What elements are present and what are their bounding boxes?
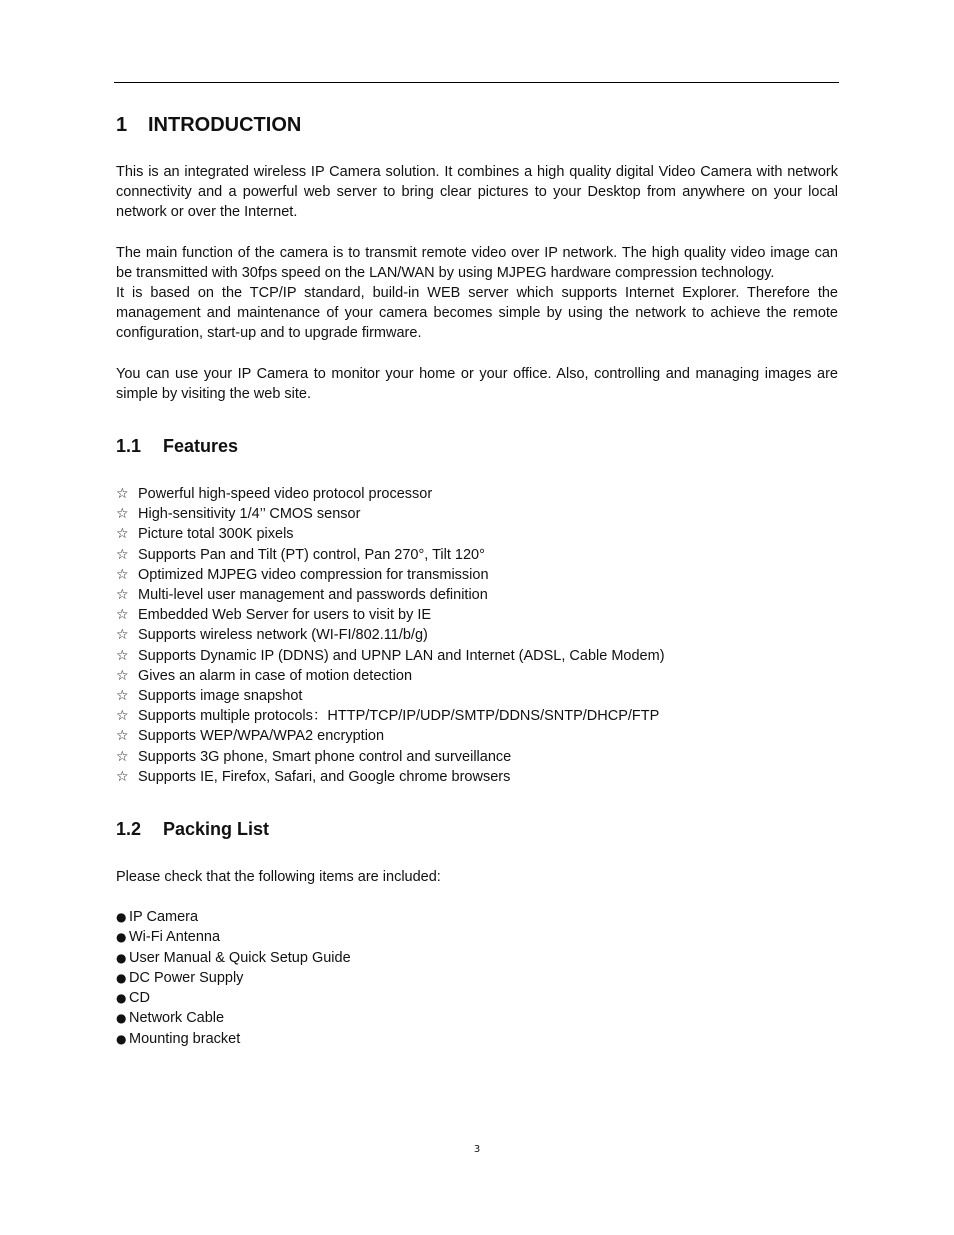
list-item: ● DC Power Supply bbox=[116, 968, 838, 988]
section-number: 1.1 bbox=[116, 436, 142, 457]
intro-paragraph-4: You can use your IP Camera to monitor your home or your office. Also, controlling and managing images are simple by visiting the web site. bbox=[116, 365, 838, 402]
star-bullet-icon: ☆ bbox=[116, 546, 129, 563]
star-bullet-icon: ☆ bbox=[116, 566, 129, 583]
dot-bullet-icon: ● bbox=[116, 910, 127, 925]
intro-paragraph-2: The main function of the camera is to transmit remote video over IP network. The high quality video image can be transmitted with 30fps speed on the LAN/WAN by using MJPEG hardware compression technology. bbox=[116, 244, 838, 281]
intro-paragraph-1: This is an integrated wireless IP Camera solution. It combines a high quality digital Video Camera with network connectivity and a powerful web server to bring clear pictures to your Desktop from anywhere on your local network or over the Internet. bbox=[116, 164, 838, 221]
star-bullet-icon: ☆ bbox=[116, 627, 129, 644]
dot-bullet-icon: ● bbox=[116, 1011, 127, 1026]
list-item: ☆ Multi-level user management and passwords definition bbox=[116, 585, 838, 605]
section-title: Packing List bbox=[163, 819, 270, 840]
star-bullet-icon: ☆ bbox=[116, 688, 129, 705]
list-item: ☆ Supports IE, Firefox, Safari, and Google chrome browsers bbox=[116, 767, 838, 787]
dot-bullet-icon: ● bbox=[116, 970, 127, 985]
star-bullet-icon: ☆ bbox=[116, 708, 129, 725]
star-bullet-icon: ☆ bbox=[116, 667, 129, 684]
list-item: ● CD bbox=[116, 988, 838, 1008]
packing-list bbox=[116, 907, 838, 1048]
star-bullet-icon: ☆ bbox=[116, 768, 129, 785]
intro-paragraph-3: It is based on the TCP/IP standard, build-in WEB server which supports Internet Explorer. Therefore the management and maintenance of your camera becomes simple by using the network to achieve the remote configuration, start-up and to upgrade firmware. bbox=[116, 285, 838, 342]
list-item: ● Mounting bracket bbox=[116, 1029, 838, 1049]
section-heading-introduction bbox=[116, 112, 838, 138]
list-item: ☆ Supports 3G phone, Smart phone control and surveillance bbox=[116, 747, 838, 767]
star-bullet-icon: ☆ bbox=[116, 607, 129, 624]
list-item: ☆ Supports WEP/WPA/WPA2 encryption bbox=[116, 726, 838, 746]
star-bullet-icon: ☆ bbox=[116, 526, 129, 543]
list-item: ● Wi-Fi Antenna bbox=[116, 927, 838, 947]
list-item: ☆ Powerful high-speed video protocol processor bbox=[116, 484, 838, 504]
section-title: INTRODUCTION bbox=[148, 114, 302, 136]
dot-bullet-icon: ● bbox=[116, 991, 127, 1006]
list-item: ☆ Supports Pan and Tilt (PT) control, Pan 270°, Tilt 120° bbox=[116, 545, 838, 565]
section-heading-features bbox=[116, 434, 838, 458]
section-number: 1.2 bbox=[116, 819, 142, 840]
star-bullet-icon: ☆ bbox=[116, 506, 129, 523]
star-bullet-icon: ☆ bbox=[116, 647, 129, 664]
star-bullet-icon: ☆ bbox=[116, 486, 129, 503]
list-item: ● IP Camera bbox=[116, 907, 838, 927]
list-item: ☆ Supports image snapshot bbox=[116, 686, 838, 706]
page-number: 3 bbox=[473, 1144, 481, 1155]
list-item: ☆ Gives an alarm in case of motion detection bbox=[116, 666, 838, 686]
features-list bbox=[116, 484, 838, 787]
list-item: ☆ High-sensitivity 1/4’’ CMOS sensor bbox=[116, 504, 838, 524]
list-item: ☆ Supports wireless network (WI-FI/802.11/b/g) bbox=[116, 625, 838, 645]
header-rule bbox=[114, 82, 839, 83]
section-number: 1 bbox=[116, 114, 128, 136]
star-bullet-icon: ☆ bbox=[116, 728, 129, 745]
star-bullet-icon: ☆ bbox=[116, 748, 129, 765]
section-title: Features bbox=[163, 436, 239, 457]
list-item: ☆ Picture total 300K pixels bbox=[116, 524, 838, 544]
list-item: ● User Manual & Quick Setup Guide bbox=[116, 948, 838, 968]
dot-bullet-icon: ● bbox=[116, 930, 127, 945]
list-item: ● Network Cable bbox=[116, 1008, 838, 1028]
list-item: ☆ Supports Dynamic IP (DDNS) and UPNP LAN and Internet (ADSL, Cable Modem) bbox=[116, 646, 838, 666]
dot-bullet-icon: ● bbox=[116, 950, 127, 965]
packing-intro: Please check that the following items are included: bbox=[116, 869, 441, 886]
dot-bullet-icon: ● bbox=[116, 1031, 127, 1046]
list-item: ☆ Embedded Web Server for users to visit by IE bbox=[116, 605, 838, 625]
section-heading-packing-list bbox=[116, 817, 838, 841]
page-content bbox=[116, 112, 838, 1049]
list-item: ☆ Optimized MJPEG video compression for transmission bbox=[116, 565, 838, 585]
star-bullet-icon: ☆ bbox=[116, 587, 129, 604]
list-item: ☆ Supports multiple protocols：HTTP/TCP/IP/UDP/SMTP/DDNS/SNTP/DHCP/FTP bbox=[116, 706, 838, 726]
